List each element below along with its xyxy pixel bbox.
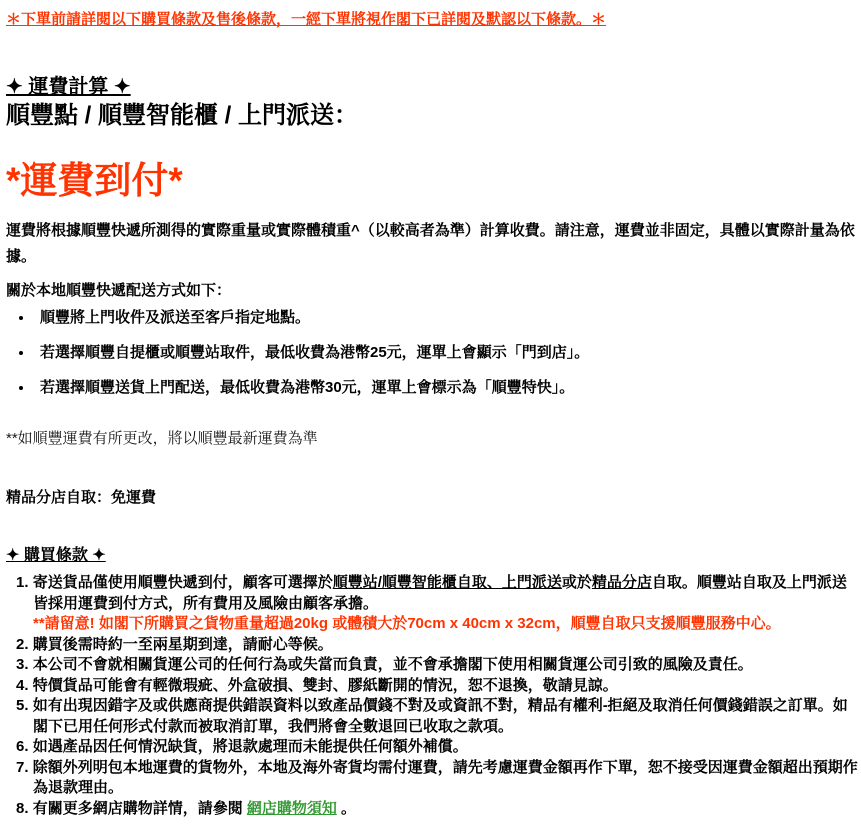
delivery-methods-subheading: 順豐點 / 順豐智能櫃 / 上門派送：	[6, 102, 359, 129]
term-1-text: 自取。順豐站自取及上門派送皆採用運費到付方式，所有費用及風險由顧客承擔。	[33, 574, 847, 612]
fee-change-note: **如順豐運費有所更改，將以順豐最新運費為準	[6, 430, 318, 447]
term-item-1	[33, 573, 859, 635]
purchase-terms-heading: ✦ 購買條款 ✦	[6, 547, 106, 564]
shipping-fee-heading: ✦ 運費計算 ✦	[6, 76, 131, 98]
term-1-store-emphasis: 精品分店	[591, 574, 652, 591]
term-item-5: 如有出現因錯字及或供應商提供錯誤資料以致產品價錢不對及或資訊不對，精品有權利-拒絕及取消任何價錢錯誤之訂單。如閣下已用任何形式付款而被取消訂單，我們將會全數退回已收取之款項。	[32, 697, 848, 735]
term-item-4: 特價貨品可能會有輕微瑕疵、外盒破損、雙封、膠紙斷開的情況，恕不退換，敬請見諒。	[32, 676, 618, 694]
freight-calculation-paragraph: 運費將根據順豐快遞所測得的實際重量或實際體積重^（以較高者為準）計算收費。請注意，運費並非固定，具體以實際計量為依據。	[6, 222, 855, 265]
term-1-pickup-options-emphasis: 順豐站/順豐智能櫃自取、上門派送	[332, 574, 562, 591]
freight-collect-title: *運費到付*	[6, 160, 183, 201]
pre-order-notice: ＊下單前請詳閱以下購買條款及售後條款，一經下單將視作閣下已詳閱及默認以下條款。＊	[6, 11, 607, 28]
term-1-text: 寄送貨品僅使用順豐快遞到付，顧客可選擇於	[32, 574, 333, 591]
term-1-size-weight-warning: **請留意! 如閣下所購買之貨物重量超過20kg 或體積大於70cm x 40cm x 32cm，順豐自取只支援順豐服務中心。	[33, 615, 781, 632]
list-item: • 若選擇順豐送貨上門配送，最低收費為港幣30元，運單上會標示為「順豐特快」。	[34, 378, 859, 398]
store-pickup-free-note: 精品分店自取：免運費	[6, 489, 157, 506]
term-8-text: 。	[336, 799, 357, 817]
term-item-7: 除額外列明包本地運費的貨物外，本地及海外寄貨均需付運費，請先考慮運費金額再作下單，恕不接受因運費金額超出預期作為退款理由。	[32, 758, 858, 796]
term-item-2: 購買後需時約一至兩星期到達，請耐心等候。	[32, 635, 333, 653]
local-delivery-intro: 關於本地順豐快遞配送方式如下：	[6, 282, 232, 299]
term-item-3: 本公司不會就相關貨運公司的任何行為或失當而負責，並不會承擔閣下使用相關貨運公司引致的風險及責任。	[32, 656, 753, 673]
term-item-8	[33, 799, 859, 820]
list-item: • 順豐將上門收件及派送至客戶指定地點。	[34, 308, 859, 328]
delivery-options-list	[6, 308, 859, 398]
term-1-text: 或於	[561, 574, 592, 591]
term-item-6: 如遇產品因任何情況缺貨，將退款處理而未能提供任何額外補償。	[32, 738, 468, 755]
purchase-terms-list	[6, 573, 859, 819]
shop-guide-link[interactable]: 網店購物須知	[246, 799, 337, 817]
term-8-text: 有關更多網店購物詳情，請參閱	[32, 799, 247, 817]
list-item: • 若選擇順豐自提櫃或順豐站取件，最低收費為港幣25元，運單上會顯示「門到店」。	[34, 343, 859, 363]
